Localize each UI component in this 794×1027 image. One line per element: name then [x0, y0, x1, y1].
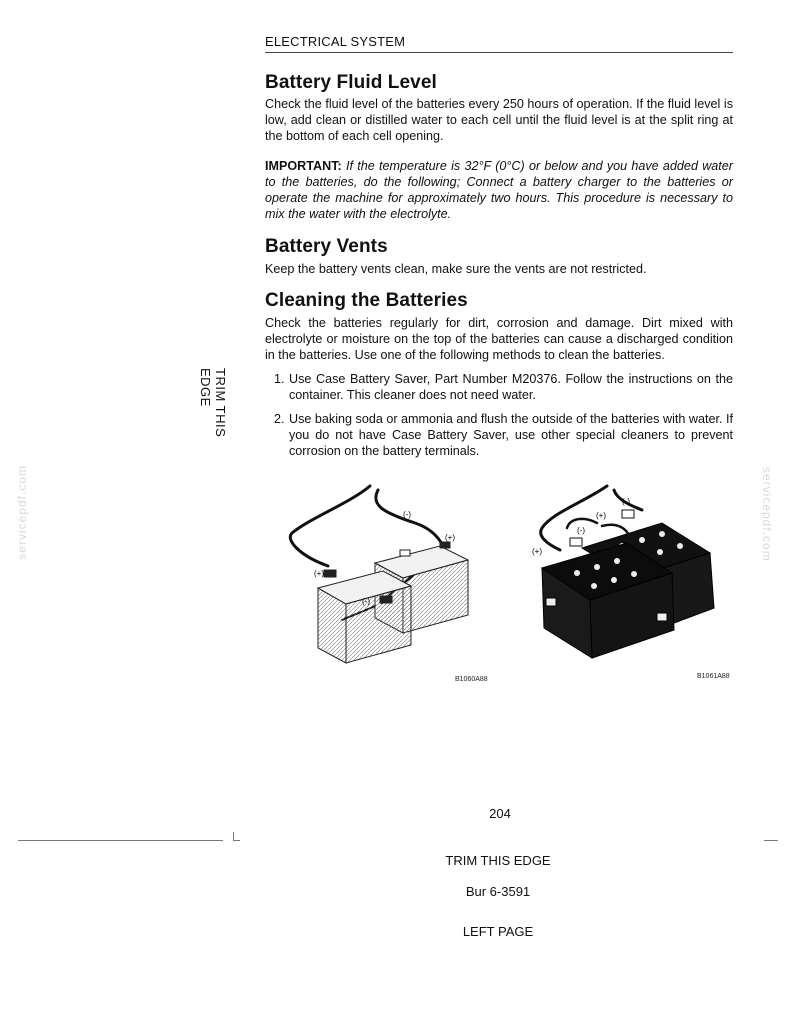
important-text: If the temperature is 32°F (0°C) or below and you have added water to the batteries, do the following; Connect a battery charger to the batteries or operate the machine for approximately two hours. This procedure is necessary to mix the water with the electrolyte.: [265, 159, 733, 221]
crop-mark: [233, 832, 240, 841]
trim-edge-vertical: TRIM THIS EDGE: [198, 368, 228, 438]
figure-batteries-parallel: [280, 478, 505, 688]
step-text: Use baking soda or ammonia and flush the outside of the batteries with water. If you do not have Case Battery Saver, use other special cleaners to prevent corrosion on the battery terminals.: [289, 412, 733, 458]
battery-front: [318, 570, 411, 663]
step-text: Use Case Battery Saver, Part Number M20376. Follow the instructions on the container. This cleaner does not need water.: [289, 372, 733, 402]
page-side: LEFT PAGE: [462, 924, 534, 939]
cleaning-body: Check the batteries regularly for dirt, corrosion and damage. Dirt mixed with electrolyte or moisture on the top of the batteries can cause a discharged condition in the batteries. Use one of the following methods to clean the batteries.: [265, 316, 733, 362]
list-item: [265, 371, 733, 403]
footer-trim: TRIM THIS EDGE: [445, 853, 551, 868]
cleaning-title: Cleaning the Batteries: [265, 290, 468, 311]
fluid-title: Battery Fluid Level: [265, 72, 437, 93]
label-neg-mid: (-): [362, 597, 370, 606]
important-note: [265, 158, 733, 222]
watermark-right: servicepdf.com: [760, 467, 774, 562]
label-neg-top: (-): [403, 510, 411, 519]
step-number: 2.: [274, 412, 285, 426]
label-pos-left: (+): [314, 569, 324, 578]
section-header: ELECTRICAL SYSTEM: [265, 34, 733, 53]
trim-line-right: [764, 840, 778, 841]
list-item: [265, 411, 733, 459]
watermark-left: servicepdf.com: [15, 465, 29, 560]
vents-body: Keep the battery vents clean, make sure the vents are not restricted.: [265, 262, 647, 276]
vents-title: Battery Vents: [265, 236, 388, 257]
label-pos-left: (+): [532, 547, 542, 556]
figure-caption-left: B1060A88: [455, 676, 488, 683]
terminal-clamp: [570, 538, 582, 546]
doc-number: Bur 6-3591: [465, 884, 531, 899]
label-neg-mid: (-): [577, 526, 585, 535]
trim-line-left: [18, 840, 223, 841]
label-pos-right: (+): [445, 533, 455, 542]
figure-batteries-series: [522, 478, 737, 673]
page-number: 204: [489, 806, 511, 821]
important-label: IMPORTANT:: [265, 159, 342, 173]
label-pos-top: (+): [596, 511, 606, 520]
step-number: 1.: [274, 372, 285, 386]
cleaning-steps: [265, 371, 733, 459]
figure-caption-right: B1061A88: [697, 673, 730, 680]
terminal-clamp: [622, 510, 634, 518]
fluid-body: Check the fluid level of the batteries every 250 hours of operation. If the fluid level is low, add clean or distilled water to each cell until the fluid level is at the split ring at the bottom of each cell opening.: [265, 97, 733, 143]
label-neg-top: (-): [622, 497, 630, 506]
